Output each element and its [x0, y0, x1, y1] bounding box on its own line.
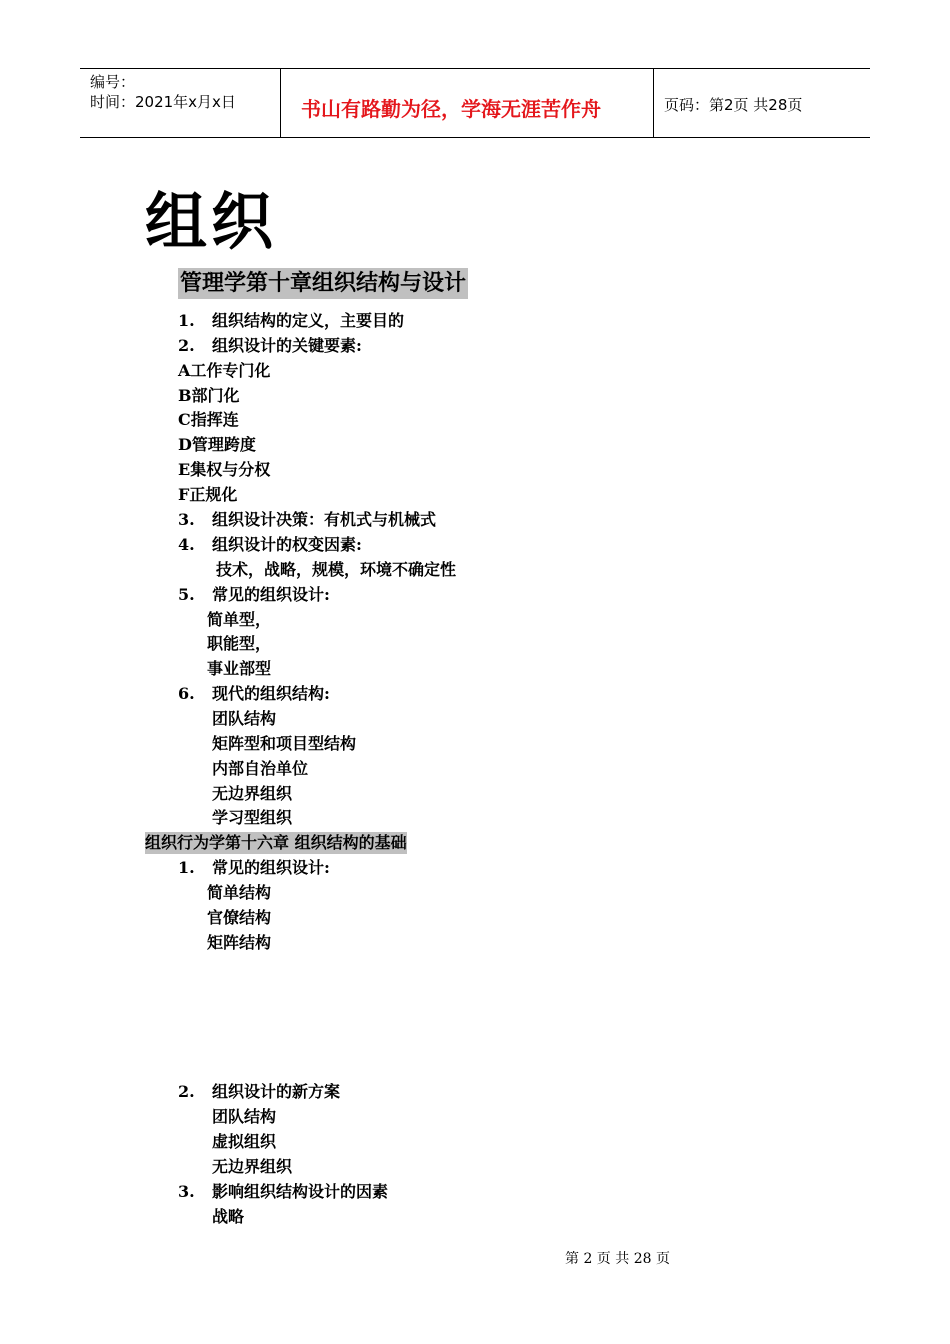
- list-item: 简单型，: [207, 610, 272, 629]
- list-item: E集权与分权: [178, 460, 271, 479]
- list-item: [178, 1182, 388, 1202]
- item-number: 1.: [178, 858, 195, 877]
- item-text: 组织设计决策：有机式与机械式: [212, 510, 437, 529]
- page-footer: 第 2 页 共 28 页: [565, 1251, 670, 1267]
- header-meta-cell: [80, 69, 281, 137]
- list-item: 简单结构: [207, 883, 272, 902]
- item-text: 组织设计的权变因素:: [212, 535, 362, 554]
- list-item: 虚拟组织: [212, 1132, 277, 1151]
- list-item: A工作专门化: [178, 361, 271, 380]
- list-item: 无边界组织: [212, 1157, 293, 1176]
- item-text: 常见的组织设计:: [212, 585, 330, 604]
- item-number: 6.: [178, 684, 195, 703]
- section-heading-management: 管理学第十章组织结构与设计: [178, 268, 468, 299]
- item-number: 3.: [178, 1182, 195, 1201]
- item-text: 组织设计的新方案: [212, 1082, 341, 1101]
- list-item: 学习型组织: [212, 808, 293, 827]
- item-number: 3.: [178, 510, 195, 529]
- list-item: [178, 585, 330, 605]
- list-item: F正规化: [178, 485, 238, 504]
- list-item: 内部自治单位: [212, 759, 309, 778]
- item-number: 2.: [178, 336, 195, 355]
- item-text: 组织设计的关键要素:: [212, 336, 362, 355]
- list-item: 团队结构: [212, 1107, 277, 1126]
- list-item: D管理跨度: [178, 435, 256, 454]
- item-number: 2.: [178, 1082, 195, 1101]
- list-item: 战略: [212, 1207, 245, 1226]
- item-text: 组织结构的定义，主要目的: [212, 311, 405, 330]
- header-page-cell: [654, 69, 870, 137]
- header-motto-cell: [281, 69, 654, 137]
- list-item: C指挥连: [178, 410, 239, 429]
- list-item: [178, 1082, 340, 1102]
- list-item: [178, 510, 436, 530]
- list-item: [178, 336, 362, 356]
- list-item: 团队结构: [212, 709, 277, 728]
- list-item: [178, 311, 404, 331]
- code-label: 编号：: [90, 73, 136, 91]
- item-number: 5.: [178, 585, 195, 604]
- list-item: [178, 535, 362, 555]
- list-item: [178, 858, 330, 878]
- page-info: 页码：第2页 共28页: [664, 96, 803, 114]
- list-item: [178, 684, 330, 704]
- motto-text: 书山有路勤为径，学海无涯苦作舟: [301, 97, 601, 121]
- item-number: 4.: [178, 535, 195, 554]
- list-item: 矩阵结构: [207, 933, 272, 952]
- item-text: 常见的组织设计:: [212, 858, 330, 877]
- section-heading-org-behavior: 组织行为学第十六章 组织结构的基础: [145, 833, 407, 852]
- document-header: [80, 68, 870, 138]
- list-item: 事业部型: [207, 659, 272, 678]
- item-number: 1.: [178, 311, 195, 330]
- list-item: 技术，战略，规模，环境不确定性: [216, 560, 457, 579]
- list-item: 职能型，: [207, 634, 272, 653]
- list-item: 无边界组织: [212, 784, 293, 803]
- page-title: 组织: [145, 185, 278, 258]
- item-text: 影响组织结构设计的因素: [212, 1182, 389, 1201]
- time-label: 时间：2021年x月x日: [90, 93, 236, 111]
- list-item: B部门化: [178, 386, 240, 405]
- item-text: 现代的组织结构:: [212, 684, 330, 703]
- list-item: 官僚结构: [207, 908, 272, 927]
- list-item: 矩阵型和项目型结构: [212, 734, 357, 753]
